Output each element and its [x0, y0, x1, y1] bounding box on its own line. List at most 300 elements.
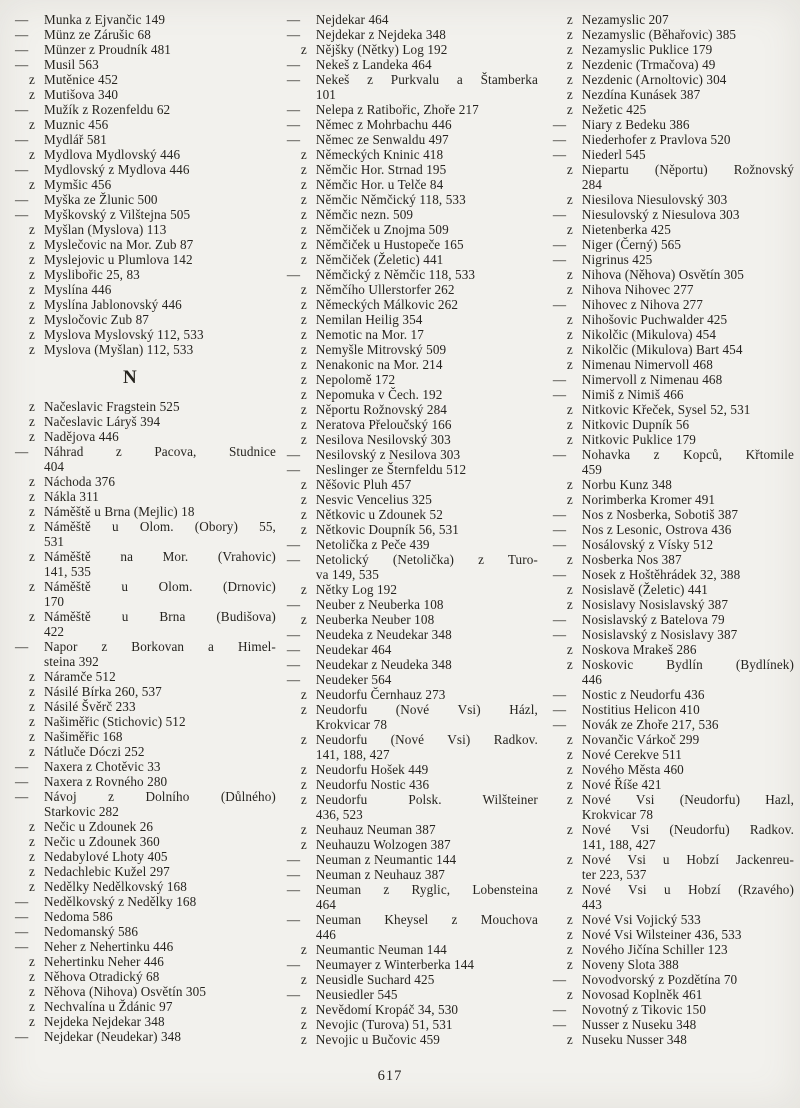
entry-prefix-z: z — [300, 822, 307, 837]
entry-text: Noskova Mrakeš 286 — [581, 642, 697, 657]
entry-line — [300, 147, 538, 162]
index-entry — [286, 132, 538, 147]
index-entry — [286, 492, 538, 507]
entry-text: Niesulovský z Niesulova 303 — [581, 207, 740, 222]
index-entry — [552, 162, 794, 192]
entry-line — [29, 984, 276, 999]
entry-line — [286, 552, 538, 567]
entry-prefix-z: z — [566, 1032, 573, 1047]
entry-prefix-z: z — [300, 522, 307, 537]
entry-text: Norimberka Kromer 491 — [581, 492, 716, 507]
index-entry — [552, 327, 794, 342]
entry-line — [286, 867, 538, 882]
index-entry — [14, 729, 276, 744]
entry-line — [286, 657, 538, 672]
entry-prefix-z: z — [566, 552, 573, 567]
entry-prefix-z: z — [566, 747, 573, 762]
entry-line: 464 — [315, 897, 337, 912]
entry-text: Nezdenic (Arnoltovic) 304 — [581, 72, 727, 87]
entry-text: Němčiček u Hustopeče 165 — [315, 237, 464, 252]
index-entry — [14, 27, 276, 42]
entry-line — [29, 267, 276, 282]
index-column-1 — [14, 12, 276, 1047]
entry-prefix-z: z — [300, 792, 307, 807]
index-entry — [552, 1032, 794, 1047]
entry-line — [29, 819, 276, 834]
entry-text: Nové Vsi (Neudorfu) Radkov. — [581, 822, 794, 837]
index-entry — [286, 987, 538, 1002]
entry-line — [300, 687, 538, 702]
index-entry — [14, 834, 276, 849]
index-entry — [286, 147, 538, 162]
entry-prefix-dash: — — [286, 132, 301, 147]
entry-text: Nové Vsi u Hobzí (Rzavého) — [581, 882, 794, 897]
entry-text: Neudorfu (Nové Vsi) Radkov. — [315, 732, 538, 747]
entry-line — [300, 822, 538, 837]
entry-line — [29, 714, 276, 729]
entry-text: Nesilovský z Nesilova 303 — [315, 447, 461, 462]
entry-text: Myslova (Myšlan) 112, 533 — [44, 342, 194, 357]
index-entry — [14, 312, 276, 327]
entry-prefix-dash: — — [286, 12, 301, 27]
entry-text: Neudorfu Hošek 449 — [315, 762, 429, 777]
entry-line — [300, 417, 538, 432]
index-entry — [552, 777, 794, 792]
index-entry — [286, 1017, 538, 1032]
entry-prefix-z: z — [300, 237, 307, 252]
entry-prefix-dash: — — [552, 522, 567, 537]
entry-line — [286, 627, 538, 642]
index-entry — [14, 1014, 276, 1029]
entry-text: Mutěnice 452 — [44, 72, 119, 87]
entry-prefix-dash: — — [15, 27, 29, 42]
index-entry — [552, 57, 794, 72]
entry-line — [300, 357, 538, 372]
entry-line — [286, 852, 538, 867]
entry-prefix-z: z — [566, 657, 573, 672]
index-entry — [286, 342, 538, 357]
index-entry — [286, 432, 538, 447]
index-entry — [286, 222, 538, 237]
index-entry — [14, 342, 276, 357]
entry-line — [300, 702, 538, 717]
entry-line — [566, 552, 794, 567]
entry-line — [300, 432, 538, 447]
entry-prefix-z: z — [29, 699, 35, 714]
entry-line — [552, 717, 794, 732]
entry-line — [29, 519, 276, 534]
entry-prefix-dash: — — [15, 42, 29, 57]
entry-line — [29, 744, 276, 759]
index-entry — [286, 822, 538, 837]
index-entry — [286, 852, 538, 867]
index-entry — [14, 12, 276, 27]
entry-text: Němčího Ullerstorfer 262 — [315, 282, 455, 297]
entry-text: Nosislavský z Batelova 79 — [581, 612, 725, 627]
entry-prefix-z: z — [29, 72, 35, 87]
index-entry — [552, 717, 794, 732]
index-entry — [286, 867, 538, 882]
entry-text: Mydlář 581 — [44, 132, 107, 147]
entry-prefix-z: z — [566, 492, 573, 507]
index-entry — [14, 909, 276, 924]
entry-prefix-dash: — — [286, 537, 301, 552]
index-entry — [286, 312, 538, 327]
index-entry — [286, 732, 538, 762]
entry-text: Nihova (Něhova) Osvětín 305 — [581, 267, 744, 282]
entry-line — [29, 237, 276, 252]
entry-text: Nesvic Vencelius 325 — [315, 492, 432, 507]
entry-line — [566, 747, 794, 762]
entry-line — [300, 297, 538, 312]
entry-line — [300, 342, 538, 357]
entry-prefix-z: z — [29, 327, 35, 342]
entry-prefix-z: z — [566, 942, 573, 957]
entry-line — [29, 684, 276, 699]
index-entry — [552, 447, 794, 477]
entry-text: Neumantic Neuman 144 — [315, 942, 447, 957]
index-entry — [552, 102, 794, 117]
entry-line: 141, 535 — [44, 564, 91, 579]
index-entry — [552, 627, 794, 642]
entry-text: Nechvalína u Ždánic 97 — [44, 999, 173, 1014]
entry-text: Noveny Slota 388 — [581, 957, 679, 972]
index-entry — [14, 504, 276, 519]
entry-line — [566, 942, 794, 957]
index-entry — [286, 252, 538, 267]
entry-prefix-dash: — — [286, 267, 301, 282]
entry-prefix-dash: — — [286, 72, 301, 87]
index-entry — [552, 402, 794, 417]
entry-prefix-z: z — [300, 477, 307, 492]
entry-prefix-z: z — [29, 969, 35, 984]
entry-prefix-z: z — [300, 177, 307, 192]
entry-text: Nimenau Nimervoll 468 — [581, 357, 713, 372]
entry-line — [29, 699, 276, 714]
entry-text: Nekeš z Landeka 464 — [315, 57, 432, 72]
entry-prefix-z: z — [566, 267, 573, 282]
entry-prefix-z: z — [29, 147, 35, 162]
entry-text: Neuman z Ryglic, Lobensteina — [315, 882, 538, 897]
index-entry — [14, 774, 276, 789]
entry-line — [29, 969, 276, 984]
entry-line — [15, 102, 276, 117]
entry-text: Nihošovic Puchwalder 425 — [581, 312, 728, 327]
entry-line — [566, 27, 794, 42]
entry-prefix-dash: — — [552, 627, 567, 642]
index-entry — [286, 1002, 538, 1017]
index-entry — [14, 192, 276, 207]
entry-prefix-dash: — — [552, 717, 567, 732]
entry-prefix-z: z — [29, 984, 35, 999]
entry-text: Nezdína Kunásek 387 — [581, 87, 701, 102]
entry-text: Náměště u Brna (Budišova) — [44, 609, 276, 624]
entry-text: Neusidle Suchard 425 — [315, 972, 435, 987]
entry-prefix-z: z — [566, 822, 573, 837]
index-entry — [14, 267, 276, 282]
entry-text: Myslína 446 — [44, 282, 112, 297]
entry-line — [15, 207, 276, 222]
entry-prefix-z: z — [566, 162, 573, 177]
entry-text: Nostic z Neudorfu 436 — [581, 687, 705, 702]
index-entry — [286, 177, 538, 192]
entry-text: Nového Města 460 — [581, 762, 684, 777]
entry-line — [566, 72, 794, 87]
entry-prefix-z: z — [566, 27, 573, 42]
entry-text: Noskovic Bydlín (Bydlínek) — [581, 657, 794, 672]
entry-line — [300, 837, 538, 852]
entry-text: Myškovský z Vilštejna 505 — [44, 207, 191, 222]
entry-prefix-z: z — [300, 207, 307, 222]
entry-prefix-dash: — — [15, 759, 29, 774]
entry-text: Nusser z Nuseku 348 — [581, 1017, 697, 1032]
entry-prefix-z: z — [300, 42, 307, 57]
entry-text: Nadějova 446 — [44, 429, 119, 444]
index-entry — [14, 954, 276, 969]
entry-text: Nezdenic (Trmačova) 49 — [581, 57, 716, 72]
index-entry — [14, 237, 276, 252]
entry-line — [29, 474, 276, 489]
index-entry — [14, 609, 276, 639]
index-entry — [14, 519, 276, 549]
entry-text: Münz ze Zárušic 68 — [44, 27, 151, 42]
entry-prefix-z: z — [300, 402, 307, 417]
index-entry — [552, 252, 794, 267]
entry-line — [300, 192, 538, 207]
entry-text: Myslína Jablonovský 446 — [44, 297, 182, 312]
entry-text: Nepomuka v Čech. 192 — [315, 387, 443, 402]
entry-text: Návoj z Dolního (Důlného) — [44, 789, 276, 804]
entry-text: Náchoda 376 — [44, 474, 116, 489]
entry-text: Munka z Ejvančic 149 — [44, 12, 166, 27]
entry-prefix-z: z — [29, 669, 35, 684]
entry-prefix-z: z — [300, 1032, 307, 1047]
entry-text: Nohavka z Kopců, Křtomile — [581, 447, 794, 462]
index-entry — [552, 1017, 794, 1032]
index-entry — [286, 597, 538, 612]
entry-line — [300, 507, 538, 522]
entry-line: 443 — [581, 897, 603, 912]
entry-text: Nihova Nihovec 277 — [581, 282, 694, 297]
index-entry — [14, 132, 276, 147]
entry-line — [15, 894, 276, 909]
entry-line — [29, 729, 276, 744]
entry-prefix-dash: — — [286, 852, 301, 867]
entry-text: Nákla 311 — [44, 489, 99, 504]
entry-text: Nejdeka Nejdekar 348 — [44, 1014, 165, 1029]
entry-line — [566, 987, 794, 1002]
index-entry — [14, 849, 276, 864]
index-entry — [552, 1002, 794, 1017]
entry-prefix-dash: — — [286, 552, 301, 567]
entry-text: Mutišova 340 — [44, 87, 119, 102]
entry-text: Němčiček (Želetic) 441 — [315, 252, 444, 267]
index-entry — [552, 147, 794, 162]
entry-line — [300, 732, 538, 747]
entry-prefix-z: z — [566, 477, 573, 492]
entry-prefix-dash: — — [552, 507, 567, 522]
entry-prefix-z: z — [300, 192, 307, 207]
entry-text: Nostitius Helicon 410 — [581, 702, 700, 717]
entry-line — [29, 312, 276, 327]
entry-prefix-dash: — — [15, 132, 29, 147]
entry-text: Neudorfu Nostic 436 — [315, 777, 430, 792]
entry-line — [300, 177, 538, 192]
entry-line — [300, 612, 538, 627]
entry-prefix-z: z — [566, 912, 573, 927]
entry-line — [286, 267, 538, 282]
entry-line — [15, 759, 276, 774]
entry-prefix-z: z — [566, 72, 573, 87]
entry-prefix-z: z — [29, 729, 35, 744]
entry-line — [286, 957, 538, 972]
entry-prefix-dash: — — [286, 117, 301, 132]
entry-text: Náhrad z Pacova, Studnice — [44, 444, 276, 459]
entry-text: Násilé Bírka 260, 537 — [44, 684, 162, 699]
entry-prefix-dash: — — [552, 612, 567, 627]
entry-prefix-dash: — — [286, 867, 301, 882]
entry-prefix-z: z — [566, 402, 573, 417]
entry-line — [566, 792, 794, 807]
entry-text: Musil 563 — [44, 57, 99, 72]
entry-text: Nečic u Zdounek 360 — [44, 834, 160, 849]
index-entry — [286, 387, 538, 402]
entry-line — [286, 447, 538, 462]
entry-line — [300, 477, 538, 492]
index-entry — [286, 642, 538, 657]
entry-prefix-dash: — — [552, 447, 567, 462]
entry-prefix-z: z — [29, 834, 35, 849]
entry-text: Nedachlebic Kužel 297 — [44, 864, 170, 879]
index-entry — [14, 57, 276, 72]
entry-prefix-dash: — — [552, 537, 567, 552]
entry-line — [552, 147, 794, 162]
index-entry — [286, 687, 538, 702]
entry-line — [552, 372, 794, 387]
index-entry — [14, 579, 276, 609]
entry-line — [29, 72, 276, 87]
entry-line: Krokvicar 78 — [581, 807, 654, 822]
index-entry — [552, 87, 794, 102]
entry-text: Němec ze Senwaldu 497 — [315, 132, 449, 147]
entry-line — [566, 477, 794, 492]
index-entry — [14, 102, 276, 117]
entry-prefix-dash: — — [552, 1002, 567, 1017]
index-entry — [552, 507, 794, 522]
entry-line — [552, 387, 794, 402]
entry-text: Neuman z Neuhauz 387 — [315, 867, 445, 882]
entry-text: Nové Vsi u Hobzí Jackenreu- — [581, 852, 794, 867]
entry-line — [29, 579, 276, 594]
index-entry — [286, 102, 538, 117]
entry-line — [552, 522, 794, 537]
entry-line — [300, 942, 538, 957]
entry-text: Muznic 456 — [44, 117, 109, 132]
entry-line — [15, 444, 276, 459]
entry-prefix-z: z — [300, 297, 307, 312]
entry-prefix-z: z — [300, 972, 307, 987]
entry-line — [29, 879, 276, 894]
index-entry — [552, 132, 794, 147]
entry-line — [566, 732, 794, 747]
entry-prefix-z: z — [300, 732, 307, 747]
index-entry — [14, 399, 276, 414]
entry-line — [566, 852, 794, 867]
entry-line — [566, 597, 794, 612]
index-entry — [286, 447, 538, 462]
entry-line: 422 — [44, 624, 65, 639]
index-entry — [14, 429, 276, 444]
index-entry — [552, 312, 794, 327]
index-entry — [14, 42, 276, 57]
entry-prefix-z: z — [300, 357, 307, 372]
entry-text: Nitkovic Puklice 179 — [581, 432, 697, 447]
entry-text: Němčic Hor. u Telče 84 — [315, 177, 444, 192]
entry-line — [552, 627, 794, 642]
entry-line — [552, 447, 794, 462]
entry-prefix-dash: — — [286, 597, 301, 612]
entry-text: Neumayer z Winterberka 144 — [315, 957, 475, 972]
index-entry — [286, 1032, 538, 1047]
entry-text: Nehertinku Neher 446 — [44, 954, 164, 969]
index-entry — [552, 912, 794, 927]
index-entry — [14, 327, 276, 342]
entry-line — [29, 999, 276, 1014]
entry-text: Mužík z Rozenfeldu 62 — [44, 102, 171, 117]
entry-line — [286, 462, 538, 477]
entry-text: Niederhofer z Pravlova 520 — [581, 132, 731, 147]
entry-prefix-dash: — — [286, 912, 301, 927]
index-entry — [552, 597, 794, 612]
entry-text: Nevojic (Turova) 51, 531 — [315, 1017, 453, 1032]
entry-prefix-dash: — — [286, 642, 301, 657]
entry-line — [552, 687, 794, 702]
entry-prefix-z: z — [29, 312, 35, 327]
index-entry — [552, 567, 794, 582]
index-entry — [14, 177, 276, 192]
entry-line — [552, 1002, 794, 1017]
index-entry — [286, 672, 538, 687]
entry-prefix-z: z — [300, 372, 307, 387]
entry-text: Münzer z Proudník 481 — [44, 42, 171, 57]
entry-line — [300, 972, 538, 987]
entry-prefix-dash: — — [15, 192, 29, 207]
entry-text: Nemilan Heilig 354 — [315, 312, 423, 327]
entry-prefix-z: z — [566, 987, 573, 1002]
index-entry — [14, 984, 276, 999]
entry-line — [15, 639, 276, 654]
entry-line — [300, 327, 538, 342]
entry-line — [286, 642, 538, 657]
entry-line — [286, 72, 538, 87]
index-entry — [14, 639, 276, 669]
entry-text: Nezamyslic (Běhařovic) 385 — [581, 27, 737, 42]
entry-prefix-z: z — [29, 297, 35, 312]
index-entry — [286, 552, 538, 582]
index-entry — [286, 792, 538, 822]
entry-text: Niepartu (Něportu) Rožnovský — [581, 162, 794, 177]
entry-prefix-z: z — [29, 429, 35, 444]
entry-line — [286, 912, 538, 927]
entry-text: Nevědomí Kropáč 34, 530 — [315, 1002, 459, 1017]
entry-text: Neuman Kheysel z Mouchova — [315, 912, 538, 927]
entry-text: Nelepa z Ratibořic, Zhoře 217 — [315, 102, 479, 117]
entry-text: Myška ze Žlunic 500 — [44, 192, 158, 207]
entry-text: Nedělkovský z Nedělky 168 — [44, 894, 197, 909]
entry-line — [300, 402, 538, 417]
entry-line — [29, 669, 276, 684]
entry-text: Mydlova Mydlovský 446 — [44, 147, 181, 162]
